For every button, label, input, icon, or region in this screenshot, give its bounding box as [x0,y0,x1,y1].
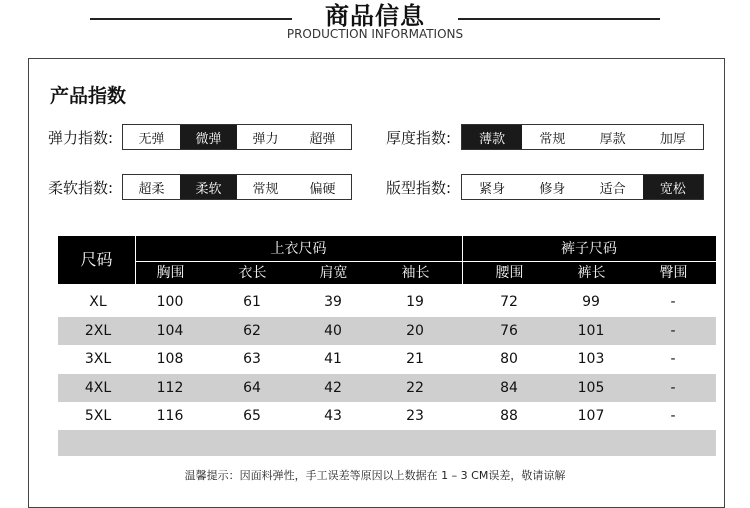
measure-cell: - [670,351,676,367]
fit-label: 版型指数: [386,179,452,197]
measure-cell: 72 [500,294,518,310]
thickness-option: 薄款 [462,125,522,149]
measure-cell: 65 [243,408,261,424]
measure-cell: 20 [406,322,424,339]
measure-cell: 99 [582,294,600,310]
size-column-header: 尺码 [80,250,113,269]
measure-cell: 101 [577,322,605,339]
size-cell: XL [89,294,107,310]
thickness-option: 厚款 [599,131,626,147]
measure-cell: 84 [500,379,518,396]
softness-option: 常规 [252,181,279,197]
column-header: 胸围 [156,265,185,281]
measure-cell: 107 [577,408,605,424]
fit-option: 修身 [539,181,566,197]
elasticity-option: 弹力 [252,131,279,147]
measure-cell: 104 [156,322,184,339]
elasticity-options [122,124,352,150]
size-cell: 2XL [84,322,112,339]
table-row [58,288,716,316]
thickness-option: 加厚 [659,131,686,147]
column-header: 衣长 [238,265,267,281]
measure-cell: 116 [156,408,184,424]
fit-option: 紧身 [479,181,506,197]
measure-cell: 40 [324,322,342,339]
measure-cell: 112 [156,379,184,396]
elasticity-option: 超弹 [309,131,336,147]
thickness-options [461,124,704,150]
measure-cell: 41 [324,351,342,367]
measure-cell: 103 [577,351,605,367]
measure-cell: 62 [243,322,261,339]
pants-size-group-header: 裤子尺码 [561,241,617,257]
measure-cell: 19 [406,294,424,310]
column-header: 袖长 [401,265,430,281]
measure-cell: 61 [243,294,261,310]
measure-cell: - [670,379,676,396]
measure-cell: 88 [500,408,518,424]
size-cell: 4XL [84,379,112,396]
top-size-group-header: 上衣尺码 [270,241,327,257]
measure-cell: 43 [324,408,342,424]
page-title: 商品信息 [325,2,425,30]
fit-option: 宽松 [643,175,703,199]
measure-cell: 76 [500,322,518,339]
measure-cell: 23 [406,408,424,424]
measure-cell: 80 [500,351,518,367]
column-header: 臀围 [659,265,688,281]
table-row [58,345,716,373]
elasticity-option: 无弹 [138,131,165,147]
measure-cell: 21 [406,351,424,367]
table-row [58,402,716,430]
measure-cell: 64 [243,379,261,396]
softness-options [122,174,352,200]
table-footer-band [58,430,716,456]
softness-label: 柔软指数: [48,179,114,197]
elasticity-option: 微弹 [180,125,237,149]
elasticity-label: 弹力指数: [48,129,114,147]
thickness-option: 常规 [539,131,566,147]
size-note: 温馨提示：因面料弹性，手工误差等原因以上数据在 1 – 3 CM误差，敬请谅解 [184,469,566,482]
section-title: 产品指数 [50,85,127,107]
table-row [58,317,716,345]
measure-cell: 108 [156,351,184,367]
fit-option: 适合 [599,181,626,197]
page-subtitle: PRODUCTION INFORMATIONS [286,27,464,41]
softness-option: 柔软 [180,175,237,199]
fit-options [461,174,704,200]
measure-cell: - [670,322,676,339]
measure-cell: 42 [324,379,342,396]
measure-cell: 100 [156,294,184,310]
column-header: 裤长 [577,265,606,281]
softness-option: 超柔 [138,181,165,197]
softness-option: 偏硬 [309,181,336,197]
column-header: 腰围 [495,265,524,281]
measure-cell: - [670,294,676,310]
measure-cell: 39 [324,294,342,310]
measure-cell: 22 [406,379,424,396]
measure-cell: - [670,408,676,424]
column-header: 肩宽 [319,265,348,281]
measure-cell: 105 [577,379,605,396]
thickness-label: 厚度指数: [386,129,452,147]
size-cell: 3XL [84,351,112,367]
size-cell: 5XL [84,408,112,424]
table-row [58,374,716,402]
measure-cell: 63 [243,351,261,367]
